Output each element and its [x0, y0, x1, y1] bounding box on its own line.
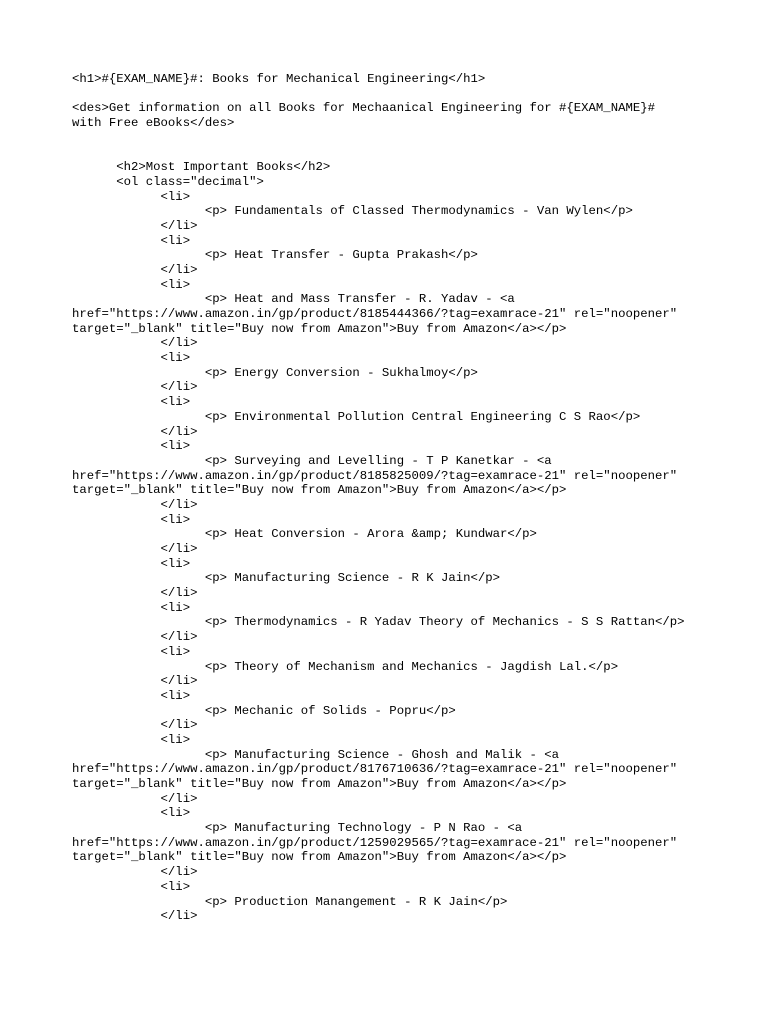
text-line: <p> Manufacturing Science - Ghosh and Malik - <a — [72, 747, 560, 762]
text-line: </li> — [72, 380, 198, 395]
text-line: </li> — [72, 630, 198, 645]
text-line: <li> — [72, 879, 191, 894]
text-line: </li> — [72, 497, 198, 512]
text-line: <li> — [72, 600, 191, 615]
text-line: <p> Fundamentals of Classed Thermodynamics - Van Wylen</p> — [72, 204, 633, 219]
text-line: </li> — [72, 674, 198, 689]
text-line: href="https://www.amazon.in/gp/product/8185444366/?tag=examrace-21" rel="noopener" — [72, 307, 678, 321]
text-line: href="https://www.amazon.in/gp/product/8176710636/?tag=examrace-21" rel="noopener" — [72, 762, 678, 777]
text-line: </li> — [72, 424, 198, 439]
text-line: <li> — [72, 439, 191, 454]
text-line — [72, 131, 712, 146]
text-line — [72, 87, 712, 102]
text-line: <p> Environmental Pollution Central Engineering C S Rao</p> — [72, 409, 641, 424]
text-line: target="_blank" title="Buy now from Amazon">Buy from Amazon</a></p> — [72, 483, 567, 498]
text-line: <p> Heat Transfer - Gupta Prakash</p> — [72, 248, 478, 263]
text-line: <p> Production Manangement - R K Jain</p> — [72, 894, 508, 909]
text-line: </li> — [72, 909, 198, 924]
text-line: <p> Theory of Mechanism and Mechanics - Jagdish Lal.</p> — [72, 659, 619, 674]
text-line: <li> — [72, 556, 191, 571]
text-line: </li> — [72, 336, 198, 351]
text-line: <li> — [72, 732, 191, 747]
text-line: </li> — [72, 218, 198, 233]
text-line: <p> Surveying and Levelling - T P Kanetkar - <a — [72, 453, 552, 468]
text-line: <p> Heat Conversion - Arora &amp; Kundwar</p> — [72, 527, 537, 542]
text-line: <p> Thermodynamics - R Yadav Theory of Mechanics - S S Rattan</p> — [72, 615, 685, 630]
text-line: <p> Manufacturing Science - R K Jain</p> — [72, 571, 501, 586]
text-line: <p> Energy Conversion - Sukhalmoy</p> — [72, 365, 478, 380]
text-line: <li> — [72, 189, 191, 204]
text-line: <li> — [72, 395, 191, 410]
text-line: </li> — [72, 542, 198, 556]
text-line: <li> — [72, 233, 191, 248]
text-line — [72, 145, 712, 160]
text-line: <li> — [72, 351, 191, 366]
text-line: </li> — [72, 586, 198, 601]
text-line: <h1>#{EXAM_NAME}#: Books for Mechanical Engineering</h1> — [72, 72, 486, 86]
text-line: href="https://www.amazon.in/gp/product/8185825009/?tag=examrace-21" rel="noopener" — [72, 468, 678, 483]
text-line: <p> Manufacturing Technology - P N Rao - <a — [72, 821, 523, 836]
text-line: <h2>Most Important Books</h2> — [72, 160, 331, 175]
text-line: <li> — [72, 512, 191, 527]
text-line: <des>Get information on all Books for Mechaanical Engineering for #{EXAM_NAME}# — [72, 101, 655, 116]
text-line: target="_blank" title="Buy now from Amazon">Buy from Amazon</a></p> — [72, 777, 567, 791]
document-body — [72, 72, 712, 924]
text-line: target="_blank" title="Buy now from Amazon">Buy from Amazon</a></p> — [72, 850, 567, 865]
text-line: target="_blank" title="Buy now from Amazon">Buy from Amazon</a></p> — [72, 321, 567, 336]
text-line: </li> — [72, 791, 198, 806]
text-line: </li> — [72, 718, 198, 733]
text-line: <li> — [72, 277, 191, 292]
text-line: with Free eBooks</des> — [72, 116, 235, 131]
text-line: <li> — [72, 644, 191, 659]
text-line: <li> — [72, 806, 191, 821]
text-line: <ol class="decimal"> — [72, 174, 264, 189]
text-line: href="https://www.amazon.in/gp/product/1259029565/?tag=examrace-21" rel="noopener" — [72, 835, 678, 850]
text-line: <p> Heat and Mass Transfer - R. Yadav - <a — [72, 292, 515, 307]
text-line: </li> — [72, 262, 198, 277]
text-line: </li> — [72, 865, 198, 880]
text-line: <li> — [72, 688, 191, 703]
text-line: <p> Mechanic of Solids - Popru</p> — [72, 703, 456, 718]
